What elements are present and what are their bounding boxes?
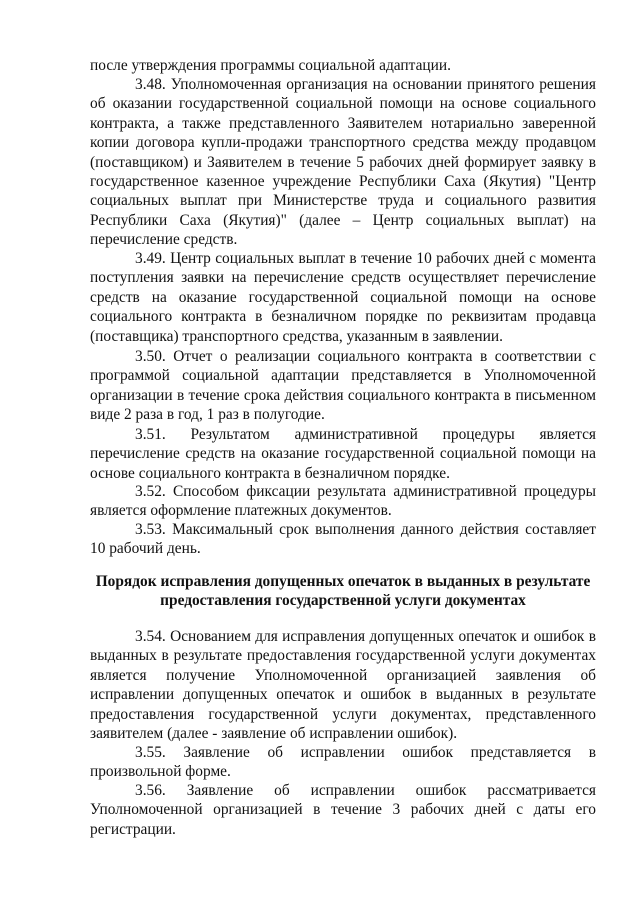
paragraph-3-56: 3.56. Заявление об исправлении ошибок рассматривается Уполномоченной организацией в течение 3 рабочих дней с даты его регистрации. [90, 782, 596, 838]
paragraph-3-55: 3.55. Заявление об исправлении ошибок представляется в произвольной форме. [90, 744, 596, 781]
paragraph-3-50: 3.50. Отчет о реализации социального контракта в соответствии с программой социальной адаптации представляется в Уполномоченной организации в течение срока действия социального контракта в письменном виде 2 раза в год, 1 раз в полугодие. [90, 348, 596, 424]
paragraph-3-53: 3.53. Максимальный срок выполнения данного действия составляет 10 рабочий день. [90, 521, 596, 558]
paragraph-3-51: 3.51. Результатом административной процедуры является перечисление средств на оказание государственной социальной помощи на основе социального контракта в безналичном порядке. [90, 426, 596, 482]
section-heading: Порядок исправления допущенных опечаток в выданных в результате предоставления государственной услуги документах [95, 573, 591, 610]
paragraph-3-52: 3.52. Способом фиксации результата административной процедуры является оформление платежных документов. [90, 483, 596, 520]
paragraph-3-48: 3.48. Уполномоченная организация на основании принятого решения об оказании государственной социальной помощи на основе социального контракта, а также представленного Заявителем нотариально заверенной копии договора купли-продажи транспортного средства между продавцом (поставщиком) и Заявителем в течение 5 рабочих дней формирует заявку в государственное казенное учреждение Республики Саха (Якутия) "Центр социальных выплат при Министерстве труда и социального развития Республики Саха (Якутия)" (далее – Центр социальных выплат) на перечисление средств. [90, 76, 596, 249]
paragraph-3-54: 3.54. Основанием для исправления допущенных опечаток и ошибок в выданных в результате предоставления государственной услуги документах является получение Уполномоченной организацией заявления об исправлении допущенных опечаток и ошибок в выданных в результате предоставления государственной услуги документах, представленного заявителем (далее - заявление об исправлении ошибок). [90, 628, 596, 743]
paragraph-3-49: 3.49. Центр социальных выплат в течение 10 рабочих дней с момента поступления заявки на перечисление средств осуществляет перечисление средств на оказание государственной социальной помощи на основе социального контракта в безналичном порядке по реквизитам продавца (поставщика) транспортного средства, указанным в заявлении. [90, 250, 596, 345]
intro-line: после утверждения программы социальной адаптации. [90, 57, 451, 74]
